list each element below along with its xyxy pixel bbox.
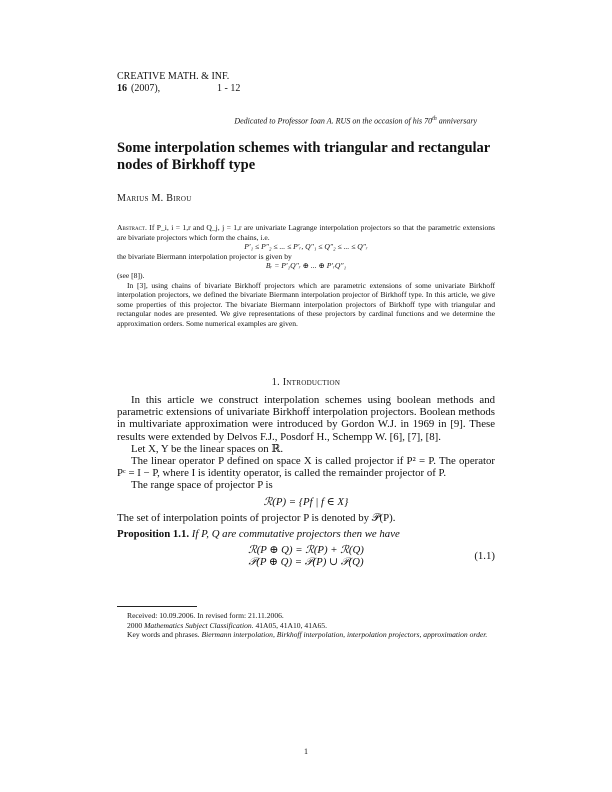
dedication-tail: anniversary bbox=[436, 116, 477, 126]
page-number: 1 bbox=[304, 747, 308, 756]
abstract-intro bbox=[117, 223, 495, 242]
footnote-keywords bbox=[117, 630, 495, 640]
equation-range-sum: ℛ(P ⊕ Q) = ℛ(P) + ℛ(Q) bbox=[248, 544, 364, 557]
range-space-equation: ℛ(P) = {Pf | f ∈ X} bbox=[263, 495, 349, 508]
footnotes bbox=[117, 611, 495, 640]
equation-points-union: 𝒫(P ⊕ Q) = 𝒫(P) ∪ 𝒫(Q) bbox=[248, 556, 364, 569]
equation-number: (1.1) bbox=[474, 550, 495, 563]
dedication bbox=[234, 116, 477, 126]
abstract-line2: the bivariate Biermann interpolation projector is given by bbox=[117, 251, 292, 261]
journal-volume: 16 bbox=[117, 83, 127, 94]
section-heading: 1. Introduction bbox=[271, 377, 341, 388]
body-text bbox=[117, 394, 495, 572]
abstract-biermann-formula: Bᵣ = P′₁Q″ᵣ ⊕ ... ⊕ P′ᵣQ″₁ bbox=[265, 261, 347, 271]
abstract bbox=[117, 223, 495, 329]
author-name: Marius M. Birou bbox=[117, 193, 192, 204]
footnote-msc-label: Mathematics Subject Classification. bbox=[144, 620, 254, 630]
abstract-line1: If P_i, i = 1,r and Q_j, j = 1,r are univariate Lagrange interpolation projectors so that the parametric extensions are bivariate projectors which form the chains, i.e. bbox=[117, 223, 495, 242]
journal-name: CREATIVE MATH. & INF. bbox=[117, 71, 230, 82]
body-paragraph-5: The set of interpolation points of projector P is denoted by 𝒫(P). bbox=[117, 511, 396, 524]
dedication-sup: th bbox=[432, 116, 437, 122]
proposition-title: Proposition 1.1. bbox=[117, 528, 190, 541]
journal-pages: 1 - 12 bbox=[217, 83, 241, 94]
journal-year: (2007), bbox=[131, 83, 161, 94]
body-paragraph-2: Let X, Y be the linear spaces on ℝ. bbox=[131, 442, 284, 455]
abstract-chain-formula: P′₁ ≤ P″₂ ≤ ... ≤ P′ᵣ, Q″₁ ≤ Q″₂ ≤ ... ≤ Q″ᵣ bbox=[244, 242, 368, 252]
footnote-msc bbox=[117, 621, 495, 631]
body-paragraph-1: In this article we construct interpolation schemes using boolean methods and parametric extensions of univariate Birkhoff interpolation projectors. Boolean methods in multivariate approximation were introduced by Gordon W.J. in 1969 in [9]. These results were extended by Delvos F.J., Posdorf H., Schempp W. [6], [7], [8]. bbox=[117, 394, 495, 443]
footnote-msc-codes: 41A05, 41A10, 41A65. bbox=[253, 620, 327, 630]
body-paragraph-4: The range space of projector P is bbox=[131, 479, 273, 492]
footnote-msc-prefix: 2000 bbox=[127, 620, 145, 630]
proposition-text: If P, Q are commutative projectors then we have bbox=[189, 528, 400, 541]
footnote-received: Received: 10.09.2006. In revised form: 21.11.2006. bbox=[127, 611, 284, 620]
equation-lines bbox=[117, 544, 495, 568]
dedication-text: Dedicated to Professor Ioan A. RUS on the occasion of his 70 bbox=[234, 116, 433, 126]
abstract-label: Abstract. bbox=[117, 223, 147, 232]
proposition bbox=[117, 528, 495, 540]
paper-title: Some interpolation schemes with triangular and rectangular nodes of Birkhoff type bbox=[117, 140, 490, 173]
journal-header bbox=[117, 71, 240, 95]
equation-1-1 bbox=[117, 544, 495, 572]
footnote-keywords-label: Key words and phrases. bbox=[127, 630, 200, 640]
journal-issue-line bbox=[117, 83, 240, 95]
body-paragraph-3: The linear operator P defined on space X is called projector if P² = P. The operator Pᶜ = I − P, where I is identity operator, is called the remainder projector of P. bbox=[117, 455, 495, 480]
abstract-paragraph-2: In [3], using chains of bivariate Birkhoff projectors which are parametric extensions of some univariate Birkhoff interpolation projectors, we defined the bivariate Biermann interpolation projector of Birkhoff type. In this article, we give some properties of this projector. The bivariate Biermann interpolation projectors of Birkhoff type with triangular and rectangular nodes are presented. We give representations of these projectors by cardinal functions and we determine the approximation orders. Some numerical examples are given. bbox=[117, 280, 495, 328]
abstract-cite: (see [8]). bbox=[117, 270, 145, 280]
footnote-keywords-text: Biermann interpolation, Birkhoff interpolation, interpolation projectors, approximation order. bbox=[199, 630, 488, 640]
footnote-rule bbox=[117, 606, 197, 607]
